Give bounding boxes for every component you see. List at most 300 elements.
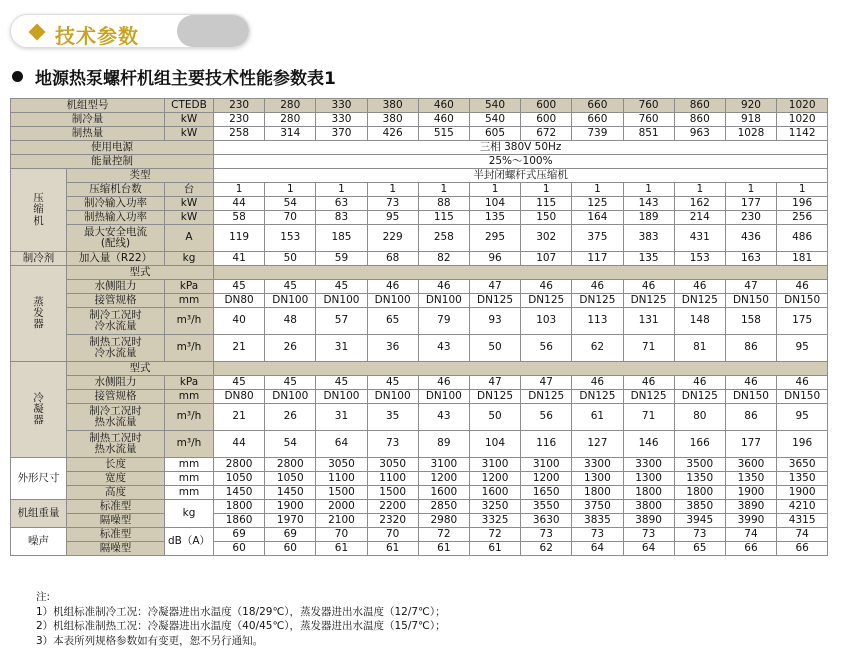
value-cell: DN125 [521, 294, 572, 308]
table-row [11, 127, 828, 141]
table-title-text: 地源热泵螺杆机组主要技术性能参数表1 [35, 69, 336, 89]
row-label: 制冷量 [11, 113, 165, 127]
table-row [11, 266, 828, 280]
table-row [11, 376, 828, 390]
value-cell: 74 [725, 528, 776, 542]
value-cell: 46 [418, 280, 469, 294]
value-cell: 48 [265, 308, 316, 335]
value-cell: DN125 [623, 294, 674, 308]
value-cell: DN100 [265, 390, 316, 404]
table-row [11, 155, 828, 169]
value-cell: DN100 [316, 294, 367, 308]
value-cell: 1050 [214, 472, 265, 486]
value-cell: 88 [418, 197, 469, 211]
unit-cell: kW [165, 197, 214, 211]
value-cell: 44 [214, 197, 265, 211]
value-cell: 1300 [572, 472, 623, 486]
row-label: 标准型 [67, 528, 165, 542]
value-cell: 61 [316, 542, 367, 556]
span-value: 25%～100% [214, 155, 828, 169]
value-cell: DN80 [214, 294, 265, 308]
table-row [11, 113, 828, 127]
value-cell: DN100 [367, 390, 418, 404]
value-cell: 3300 [572, 458, 623, 472]
row-label: 最大安全电流 (配线) [67, 225, 165, 252]
value-cell: 46 [725, 376, 776, 390]
value-cell: 104 [469, 431, 520, 458]
value-cell: 1050 [265, 472, 316, 486]
model-label: 机组型号 [11, 99, 165, 113]
row-label: 类型 [67, 169, 214, 183]
value-cell: 185 [316, 225, 367, 252]
value-cell: 21 [214, 335, 265, 362]
value-cell: 3100 [521, 458, 572, 472]
table-row [11, 280, 828, 294]
value-cell: 189 [623, 211, 674, 225]
table-row [11, 500, 828, 514]
spec-table [10, 98, 828, 556]
unit-cell: mm [165, 486, 214, 500]
row-label: 能量控制 [11, 155, 214, 169]
table-row [11, 528, 828, 542]
row-label: 隔噪型 [67, 542, 165, 556]
group-label: 外形尺寸 [11, 458, 67, 500]
value-cell: 21 [214, 404, 265, 431]
value-cell: 330 [316, 113, 367, 127]
value-cell: 1200 [521, 472, 572, 486]
value-cell: 45 [265, 376, 316, 390]
table-row [11, 431, 828, 458]
value-cell: 280 [265, 113, 316, 127]
value-cell: 3835 [572, 514, 623, 528]
group-label: 机组重量 [11, 500, 67, 528]
value-cell: 3630 [521, 514, 572, 528]
value-cell: 46 [623, 376, 674, 390]
row-label: 制冷工况时 热水流量 [67, 404, 165, 431]
table-row [11, 486, 828, 500]
value-cell: 74 [777, 528, 828, 542]
value-cell: 47 [521, 376, 572, 390]
value-cell: 86 [725, 404, 776, 431]
span-value [214, 362, 828, 376]
value-cell: 71 [623, 335, 674, 362]
value-cell: 1860 [214, 514, 265, 528]
value-cell: 2800 [265, 458, 316, 472]
value-cell: 1500 [316, 486, 367, 500]
value-cell: 851 [623, 127, 674, 141]
value-cell: 229 [367, 225, 418, 252]
value-cell: 153 [674, 252, 725, 266]
value-cell: 1900 [265, 500, 316, 514]
value-cell: 1800 [572, 486, 623, 500]
value-cell: 56 [521, 404, 572, 431]
value-cell: 436 [725, 225, 776, 252]
value-cell: 47 [725, 280, 776, 294]
notes-title: 注: [36, 591, 51, 603]
value-cell: 45 [316, 280, 367, 294]
value-cell: 62 [572, 335, 623, 362]
value-cell: 918 [725, 113, 776, 127]
value-cell: 46 [572, 376, 623, 390]
value-cell: 3300 [623, 458, 674, 472]
row-label: 制冷输入功率 [67, 197, 165, 211]
value-cell: 143 [623, 197, 674, 211]
value-cell: 58 [214, 211, 265, 225]
value-cell: 3800 [623, 500, 674, 514]
value-cell: 375 [572, 225, 623, 252]
value-cell: 1 [418, 183, 469, 197]
value-cell: 181 [777, 252, 828, 266]
value-cell: 61 [572, 404, 623, 431]
unit-cell: kPa [165, 280, 214, 294]
value-cell: 3600 [725, 458, 776, 472]
unit-cell: m³/h [165, 308, 214, 335]
value-cell: 230 [214, 113, 265, 127]
value-cell: 62 [521, 542, 572, 556]
row-label: 型式 [67, 362, 214, 376]
row-label: 接管规格 [67, 390, 165, 404]
value-cell: 4315 [777, 514, 828, 528]
value-cell: 1600 [418, 486, 469, 500]
value-cell: 70 [367, 528, 418, 542]
value-cell: 43 [418, 404, 469, 431]
unit-cell: kW [165, 211, 214, 225]
value-cell: 45 [316, 376, 367, 390]
value-cell: 46 [367, 280, 418, 294]
value-cell: 31 [316, 335, 367, 362]
value-cell: 1350 [674, 472, 725, 486]
value-cell: 860 [674, 113, 725, 127]
table-title [12, 64, 336, 89]
value-cell: 64 [572, 542, 623, 556]
span-value: 半封闭螺杆式压缩机 [214, 169, 828, 183]
unit-cell: kPa [165, 376, 214, 390]
value-cell: 1650 [521, 486, 572, 500]
value-cell: 1600 [469, 486, 520, 500]
value-cell: 46 [674, 280, 725, 294]
value-cell: 196 [777, 431, 828, 458]
value-cell: 69 [214, 528, 265, 542]
note-line: 3）本表所列规格参数如有变更，恕不另行通知。 [36, 634, 264, 647]
table-row [11, 335, 828, 362]
value-cell: 46 [418, 376, 469, 390]
value-cell: 1800 [674, 486, 725, 500]
value-cell: 60 [214, 542, 265, 556]
value-cell: 61 [469, 542, 520, 556]
model-number: 330 [316, 99, 367, 113]
model-number: 860 [674, 99, 725, 113]
value-cell: 26 [265, 335, 316, 362]
value-cell: 73 [521, 528, 572, 542]
note-line: 2）机组标准制热工况：冷凝器进出水温度（40/45℃），蒸发器进出水温度（15/7℃）； [36, 620, 446, 632]
value-cell: 125 [572, 197, 623, 211]
value-cell: DN125 [469, 390, 520, 404]
row-label: 宽度 [67, 472, 165, 486]
value-cell: 59 [316, 252, 367, 266]
unit-cell: dB（A） [165, 528, 214, 556]
value-cell: 2850 [418, 500, 469, 514]
model-number: 230 [214, 99, 265, 113]
value-cell: 61 [367, 542, 418, 556]
value-cell: 54 [265, 431, 316, 458]
table-row [11, 197, 828, 211]
value-cell: 760 [623, 113, 674, 127]
value-cell: 3500 [674, 458, 725, 472]
value-cell: 1 [214, 183, 265, 197]
value-cell: 79 [418, 308, 469, 335]
table-row [11, 225, 828, 252]
value-cell: 61 [418, 542, 469, 556]
value-cell: 45 [367, 376, 418, 390]
header-title: 技术参数 [55, 24, 139, 48]
table-row [11, 514, 828, 528]
value-cell: 3890 [623, 514, 674, 528]
value-cell: 739 [572, 127, 623, 141]
value-cell: 45 [265, 280, 316, 294]
value-cell: 177 [725, 197, 776, 211]
unit-cell: 台 [165, 183, 214, 197]
model-number: 460 [418, 99, 469, 113]
value-cell: 45 [214, 376, 265, 390]
value-cell: 41 [214, 252, 265, 266]
row-label: 制热工况时 冷水流量 [67, 335, 165, 362]
value-cell: 540 [469, 113, 520, 127]
value-cell: 1900 [725, 486, 776, 500]
model-number: 760 [623, 99, 674, 113]
value-cell: 196 [777, 197, 828, 211]
value-cell: 1450 [265, 486, 316, 500]
value-cell: 1300 [623, 472, 674, 486]
value-cell: 431 [674, 225, 725, 252]
value-cell: 3250 [469, 500, 520, 514]
value-cell: 115 [418, 211, 469, 225]
value-cell: 43 [418, 335, 469, 362]
table-row [11, 404, 828, 431]
value-cell: 426 [367, 127, 418, 141]
table-row [11, 362, 828, 376]
value-cell: 80 [674, 404, 725, 431]
row-label: 高度 [67, 486, 165, 500]
value-cell: 83 [316, 211, 367, 225]
value-cell: 73 [623, 528, 674, 542]
value-cell: 3550 [521, 500, 572, 514]
unit-cell: m³/h [165, 404, 214, 431]
row-label: 隔噪型 [67, 514, 165, 528]
value-cell: 2200 [367, 500, 418, 514]
row-label: 制热工况时 热水流量 [67, 431, 165, 458]
value-cell: 26 [265, 404, 316, 431]
unit-cell: mm [165, 458, 214, 472]
row-label: 标准型 [67, 500, 165, 514]
value-cell: 1970 [265, 514, 316, 528]
value-cell: 258 [214, 127, 265, 141]
model-number: 540 [469, 99, 520, 113]
table-row [11, 308, 828, 335]
group-label: 冷 凝 器 [11, 362, 67, 458]
value-cell: DN150 [777, 294, 828, 308]
value-cell: 50 [265, 252, 316, 266]
value-cell: 162 [674, 197, 725, 211]
unit-cell: kg [165, 500, 214, 528]
unit-cell: kg [165, 252, 214, 266]
value-cell: 163 [725, 252, 776, 266]
value-cell: 600 [521, 113, 572, 127]
value-cell: DN125 [572, 294, 623, 308]
value-cell: 1800 [214, 500, 265, 514]
value-cell: 107 [521, 252, 572, 266]
table-row [11, 458, 828, 472]
value-cell: 45 [214, 280, 265, 294]
value-cell: 46 [777, 280, 828, 294]
unit-cell: m³/h [165, 431, 214, 458]
value-cell: 95 [367, 211, 418, 225]
value-cell: 46 [521, 280, 572, 294]
value-cell: 1 [623, 183, 674, 197]
diamond-icon [29, 24, 46, 41]
value-cell: DN100 [316, 390, 367, 404]
model-number: 280 [265, 99, 316, 113]
value-cell: 1 [316, 183, 367, 197]
value-cell: 50 [469, 404, 520, 431]
value-cell: DN100 [367, 294, 418, 308]
value-cell: 1800 [623, 486, 674, 500]
row-label: 制热输入功率 [67, 211, 165, 225]
value-cell: 1 [469, 183, 520, 197]
value-cell: 35 [367, 404, 418, 431]
value-cell: 31 [316, 404, 367, 431]
table-row [11, 99, 828, 113]
value-cell: 3750 [572, 500, 623, 514]
value-cell: DN125 [572, 390, 623, 404]
row-label: 制冷工况时 冷水流量 [67, 308, 165, 335]
value-cell: 2980 [418, 514, 469, 528]
row-label: 使用电源 [11, 141, 214, 155]
value-cell: 1200 [418, 472, 469, 486]
value-cell: 65 [674, 542, 725, 556]
value-cell: 40 [214, 308, 265, 335]
value-cell: 73 [674, 528, 725, 542]
value-cell: 3890 [725, 500, 776, 514]
value-cell: 460 [418, 113, 469, 127]
unit-cell: mm [165, 472, 214, 486]
row-label: 制热量 [11, 127, 165, 141]
value-cell: 660 [572, 113, 623, 127]
value-cell: DN100 [418, 390, 469, 404]
model-number: 380 [367, 99, 418, 113]
value-cell: 1450 [214, 486, 265, 500]
value-cell: DN150 [725, 390, 776, 404]
value-cell: 117 [572, 252, 623, 266]
value-cell: 95 [777, 404, 828, 431]
value-cell: 96 [469, 252, 520, 266]
value-cell: 127 [572, 431, 623, 458]
value-cell: 1020 [777, 113, 828, 127]
value-cell: 3650 [777, 458, 828, 472]
value-cell: 72 [469, 528, 520, 542]
value-cell: 295 [469, 225, 520, 252]
table-row [11, 472, 828, 486]
value-cell: 135 [469, 211, 520, 225]
value-cell: 3850 [674, 500, 725, 514]
value-cell: DN125 [674, 294, 725, 308]
value-cell: 146 [623, 431, 674, 458]
value-cell: 81 [674, 335, 725, 362]
value-cell: 370 [316, 127, 367, 141]
value-cell: 1 [265, 183, 316, 197]
value-cell: 383 [623, 225, 674, 252]
value-cell: 113 [572, 308, 623, 335]
model-number: 1020 [777, 99, 828, 113]
value-cell: 486 [777, 225, 828, 252]
value-cell: 103 [521, 308, 572, 335]
row-label: 接管规格 [67, 294, 165, 308]
row-label: 压缩机台数 [67, 183, 165, 197]
value-cell: 68 [367, 252, 418, 266]
value-cell: 115 [521, 197, 572, 211]
value-cell: 54 [265, 197, 316, 211]
value-cell: 3945 [674, 514, 725, 528]
value-cell: 230 [725, 211, 776, 225]
table-row [11, 141, 828, 155]
value-cell: 135 [623, 252, 674, 266]
row-label: 水侧阻力 [67, 280, 165, 294]
value-cell: 72 [418, 528, 469, 542]
value-cell: 1 [572, 183, 623, 197]
value-cell: 73 [367, 431, 418, 458]
value-cell: 153 [265, 225, 316, 252]
table-row [11, 169, 828, 183]
value-cell: 82 [418, 252, 469, 266]
value-cell: DN125 [469, 294, 520, 308]
value-cell: 66 [777, 542, 828, 556]
table-row [11, 211, 828, 225]
value-cell: 314 [265, 127, 316, 141]
group-label: 压 缩 机 [11, 169, 67, 252]
value-cell: 86 [725, 335, 776, 362]
value-cell: 1500 [367, 486, 418, 500]
value-cell: 89 [418, 431, 469, 458]
value-cell: 380 [367, 113, 418, 127]
value-cell: 56 [521, 335, 572, 362]
unit-cell: kW [165, 113, 214, 127]
span-value [214, 266, 828, 280]
unit-cell: A [165, 225, 214, 252]
value-cell: 166 [674, 431, 725, 458]
model-prefix: CTEDB [165, 99, 214, 113]
unit-cell: mm [165, 294, 214, 308]
unit-cell: m³/h [165, 335, 214, 362]
value-cell: 2800 [214, 458, 265, 472]
note-line: 1）机组标准制冷工况：冷凝器进出水温度（18/29℃），蒸发器进出水温度（12/7℃）； [36, 605, 446, 618]
table-row [11, 390, 828, 404]
group-label: 制冷剂 [11, 252, 67, 266]
value-cell: 104 [469, 197, 520, 211]
value-cell: DN150 [777, 390, 828, 404]
value-cell: 73 [367, 197, 418, 211]
value-cell: 515 [418, 127, 469, 141]
table-row [11, 542, 828, 556]
section-header [10, 14, 250, 48]
row-label: 长度 [67, 458, 165, 472]
value-cell: 50 [469, 335, 520, 362]
value-cell: DN125 [674, 390, 725, 404]
value-cell: 2100 [316, 514, 367, 528]
value-cell: 1350 [725, 472, 776, 486]
value-cell: 1100 [367, 472, 418, 486]
value-cell: 1142 [777, 127, 828, 141]
value-cell: 672 [521, 127, 572, 141]
span-value: 三相 380V 50Hz [214, 141, 828, 155]
